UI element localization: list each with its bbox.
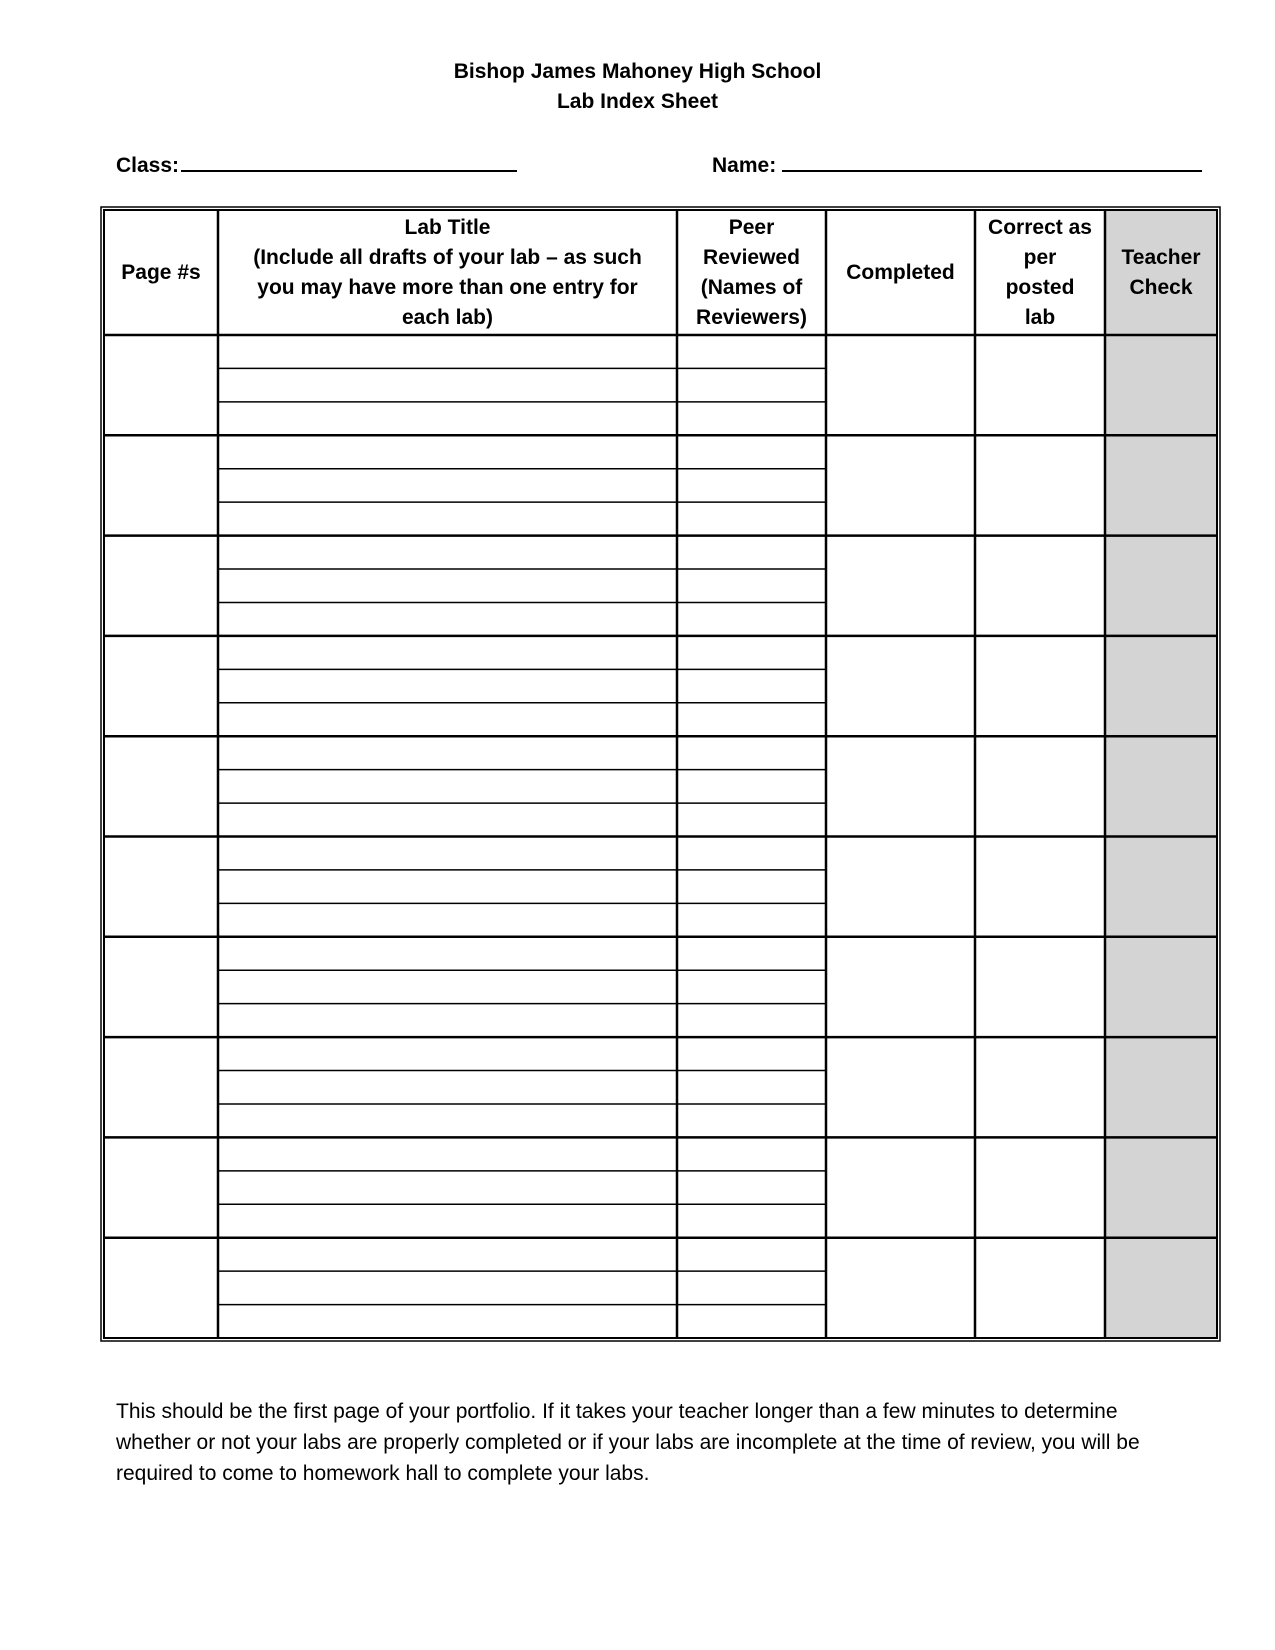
school-name: Bishop James Mahoney High School bbox=[453, 60, 822, 83]
footer-instructions: This should be the first page of your portfolio. If it takes your teacher longer than a few minutes to determine whether or not your labs are properly completed or if your labs are incomplete at the time of review, you will be required to come to homework hall to complete your labs. bbox=[116, 1400, 1140, 1485]
header-peer-line: Reviewed bbox=[703, 245, 800, 269]
header-lab_title-line: you may have more than one entry for bbox=[257, 275, 638, 299]
header-correct-line: per bbox=[1023, 245, 1057, 269]
header-lab_title bbox=[218, 210, 677, 335]
header-correct-line: Correct as bbox=[988, 215, 1092, 239]
header-peer-line: (Names of bbox=[700, 275, 803, 299]
name-label: Name: bbox=[712, 154, 777, 177]
header-correct-line: posted bbox=[1005, 275, 1075, 299]
header-correct-line: lab bbox=[1024, 305, 1056, 329]
header-lab_title-line: each lab) bbox=[401, 305, 494, 329]
header-correct bbox=[975, 210, 1105, 335]
header-teacher-line: Teacher bbox=[1121, 245, 1201, 269]
table-inner-border bbox=[104, 210, 1217, 1338]
class-label: Class: bbox=[116, 154, 180, 177]
header-teacher bbox=[1105, 210, 1217, 335]
teacher-check-shading bbox=[1105, 210, 1217, 1338]
header-lab_title-line: Lab Title bbox=[404, 215, 491, 239]
header-peer-line: Reviewers) bbox=[696, 305, 807, 329]
header-teacher-line: Check bbox=[1129, 275, 1193, 299]
header-page-line: Page #s bbox=[121, 260, 201, 284]
header-peer-line: Peer bbox=[728, 215, 775, 239]
header-lab_title-line: (Include all drafts of your lab – as such bbox=[253, 245, 642, 269]
header-peer bbox=[677, 210, 826, 335]
header-page bbox=[104, 210, 218, 335]
header-completed bbox=[826, 210, 975, 335]
sheet-title: Lab Index Sheet bbox=[556, 90, 719, 113]
header-completed-line: Completed bbox=[846, 260, 955, 284]
